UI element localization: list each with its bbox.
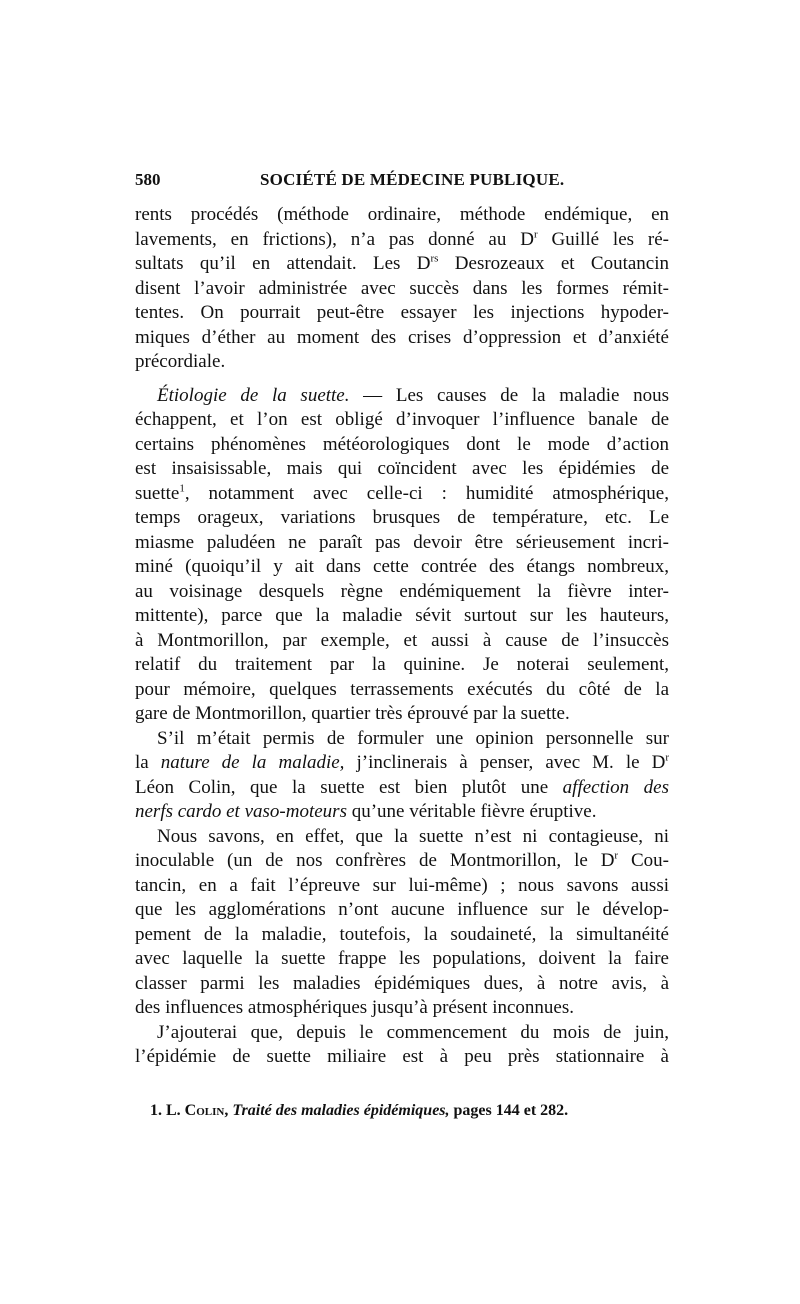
footnote-title: Traité des maladies épidémiques,	[232, 1102, 450, 1119]
text-line	[135, 800, 669, 825]
text-line: miques d’éther au moment des crises d’oppression et d’anxiété	[135, 326, 669, 348]
body-text	[135, 203, 669, 1070]
text-line: tentes. On pourrait peut-être essayer les injections hypoder-	[135, 302, 669, 323]
text-fragment: Guillé les ré-	[537, 228, 669, 250]
text-line	[135, 384, 669, 409]
text-fragment: , notamment avec celle-ci : humidité atmosphérique,	[184, 482, 669, 504]
text-line: est insaisissable, mais qui coïncident avec les épidémies de	[135, 458, 669, 479]
text-line: Nous savons, en effet, que la suette n’est ni contagieuse, ni	[157, 825, 669, 847]
text-fragment: suette	[135, 482, 180, 504]
text-line: mittente), parce que la maladie sévit surtout sur les hauteurs,	[135, 605, 669, 626]
text-line: S’il m’était permis de formuler une opinion personnelle sur	[157, 727, 669, 749]
text-fragment: ,	[224, 1102, 233, 1119]
text-line: à Montmorillon, par exemple, et aussi à cause de l’insuccès	[135, 629, 669, 651]
paragraph-2	[135, 384, 669, 727]
text-fragment: sultats qu’il en attendait. Les D	[135, 253, 431, 274]
superscript: r	[665, 751, 669, 764]
text-line	[135, 482, 669, 507]
running-title: SOCIÉTÉ DE MÉDECINE PUBLIQUE.	[260, 170, 565, 189]
text-line: pement de la maladie, toutefois, la soudaineté, la simultanéité	[135, 923, 669, 945]
text-line: J’ajouterai que, depuis le commencement du mois de juin,	[157, 1021, 669, 1043]
paragraph-5	[135, 1021, 669, 1070]
text-line: rents procédés (méthode ordinaire, méthode endémique, en	[135, 204, 669, 225]
text-line: disent l’avoir administrée avec succès dans les formes rémit-	[135, 277, 669, 299]
text-line	[135, 252, 669, 277]
text-line: miasme paludéen ne paraît pas devoir être sérieusement incri-	[135, 531, 669, 553]
page-header	[135, 170, 665, 194]
footnote-ref: 1	[179, 482, 185, 495]
text-line: précordiale.	[135, 351, 226, 372]
text-line: miné (quoiqu’il y ait dans cette contrée des étangs nombreux,	[135, 556, 669, 577]
text-fragment: qu’une véritable fièvre éruptive.	[346, 801, 597, 822]
text-fragment: lavements, en frictions), n’a pas donné au D	[135, 228, 534, 250]
text-fragment: Cou-	[618, 850, 669, 871]
text-fragment: Léon Colin, que la suette est bien plutôt une	[135, 776, 563, 798]
text-line	[135, 751, 669, 776]
text-line: au voisinage desquels règne endémiquement la fièvre inter-	[135, 580, 669, 602]
text-line: classer parmi les maladies épidémiques dues, à notre avis, à	[135, 972, 669, 994]
text-line: relatif du traitement par la quinine. Je noterai seulement,	[135, 654, 669, 675]
superscript: r	[533, 228, 538, 241]
text-line: que les agglomérations n’ont aucune influence sur le dévelop-	[135, 899, 669, 920]
superscript: r	[614, 849, 619, 862]
italic-fragment: nerfs cardo et vaso-moteurs	[135, 801, 347, 822]
paragraph-1	[135, 203, 669, 375]
text-fragment: j’inclinerais à penser, avec M. le D	[344, 752, 666, 773]
paragraph-gap	[135, 375, 669, 384]
footnote-number: 1. L.	[150, 1102, 185, 1119]
text-line: avec laquelle la suette frappe les populations, doivent la faire	[135, 948, 669, 969]
text-line: tancin, en a fait l’épreuve sur lui-même) ; nous savons aussi	[135, 874, 669, 896]
text-fragment: Desrozeaux et Coutancin	[438, 253, 669, 274]
text-line	[135, 849, 669, 874]
section-heading: Étiologie de la suette.	[157, 384, 350, 406]
text-line: temps orageux, variations brusques de température, etc. Le	[135, 507, 669, 528]
text-fragment: inoculable (un de nos confrères de Montmorillon, le D	[135, 850, 615, 871]
superscript: rs	[430, 252, 439, 265]
text-line: pour mémoire, quelques terrassements exécutés du côté de la	[135, 678, 669, 700]
text-line: échappent, et l’on est obligé d’invoquer l’influence banale de	[135, 409, 669, 430]
italic-fragment: affection des	[562, 776, 669, 798]
text-fragment: — Les causes de la maladie nous	[349, 384, 669, 406]
footnote-pages: pages 144 et 282.	[449, 1102, 569, 1119]
paragraph-4	[135, 825, 669, 1021]
footnote	[150, 1102, 568, 1120]
paragraph-3	[135, 727, 669, 825]
italic-fragment: nature de la maladie,	[160, 752, 345, 773]
text-line: l’épidémie de suette miliaire est à peu près stationnaire à	[135, 1046, 669, 1067]
page-number: 580	[135, 170, 161, 189]
footnote-author: Colin	[184, 1102, 225, 1119]
text-line: certains phénomènes météorologiques dont le mode d’action	[135, 433, 669, 455]
text-fragment: la	[135, 752, 161, 773]
text-line	[135, 228, 669, 253]
text-line: des influences atmosphériques jusqu’à présent inconnues.	[135, 997, 574, 1018]
text-line: gare de Montmorillon, quartier très éprouvé par la suette.	[135, 703, 570, 724]
text-line	[135, 776, 669, 801]
